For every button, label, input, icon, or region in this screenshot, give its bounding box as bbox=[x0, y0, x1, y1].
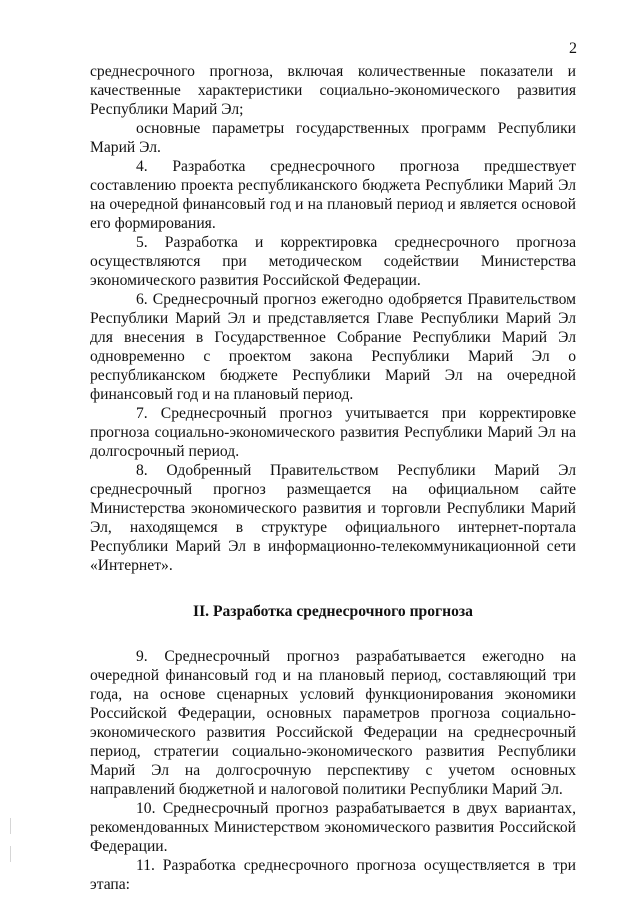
paragraph-9: 9. Среднесрочный прогноз разрабатывается ежегодно на очередной финансовый год и на плановый период, составляющий три года, на основе сценарных условий функционирования экономики Российской Федерации, основных параметров прогноза социально-экономического развития Российской Федерации на среднесрочный период, стратегии социально-экономического развития Республики Марий Эл на долгосрочную перспективу с учетом основных направлений бюджетной и налоговой политики Республики Марий Эл. bbox=[90, 648, 576, 798]
paragraph-8: 8. Одобренный Правительством Республики Марий Эл среднесрочный прогноз размещается на официальном сайте Министерства экономического развития и торговли Республики Марий Эл, находящемся в структуре официального интернет-портала Республики Марий Эл в информационно-телекоммуникационной сети «Интернет». bbox=[90, 462, 576, 574]
scan-artifact-mark bbox=[10, 818, 11, 834]
paragraph-10: 10. Среднесрочный прогноз разрабатывается в двух вариантах, рекомендованных Министерством экономического развития Российской Федерации. bbox=[90, 800, 576, 855]
section-heading: II. Разработка среднесрочного прогноза bbox=[193, 603, 473, 620]
paragraph-11: 11. Разработка среднесрочного прогноза осуществляется в три этапа: bbox=[90, 857, 576, 893]
page-number: 2 bbox=[569, 40, 577, 57]
scan-artifact-mark bbox=[10, 846, 11, 862]
paragraph-4: 4. Разработка среднесрочного прогноза предшествует составлению проекта республиканского бюджета Республики Марий Эл на очередной финансовый год и на плановый период и является основой его формирования. bbox=[90, 158, 576, 232]
paragraph-7: 7. Среднесрочный прогноз учитывается при корректировке прогноза социально-экономического развития Республики Марий Эл на долгосрочный период. bbox=[90, 405, 576, 460]
document-body bbox=[90, 62, 576, 894]
paragraph-6: 6. Среднесрочный прогноз ежегодно одобряется Правительством Республики Марий Эл и представляется Главе Республики Марий Эл для внесения в Государственное Собрание Республики Марий Эл одновременно с проектом закона Республики Марий Эл о республиканском бюджете Республики Марий Эл на очередной финансовый год и на плановый период. bbox=[90, 291, 576, 403]
paragraph-5: 5. Разработка и корректировка среднесрочного прогноза осуществляются при методическом содействии Министерства экономического развития Российской Федерации. bbox=[90, 234, 576, 289]
paragraph-program-parameters: основные параметры государственных программ Республики Марий Эл. bbox=[90, 120, 576, 156]
paragraph-continuation: среднесрочного прогноза, включая количественные показатели и качественные характеристики социально-экономического развития Республики Марий Эл; bbox=[90, 63, 576, 118]
